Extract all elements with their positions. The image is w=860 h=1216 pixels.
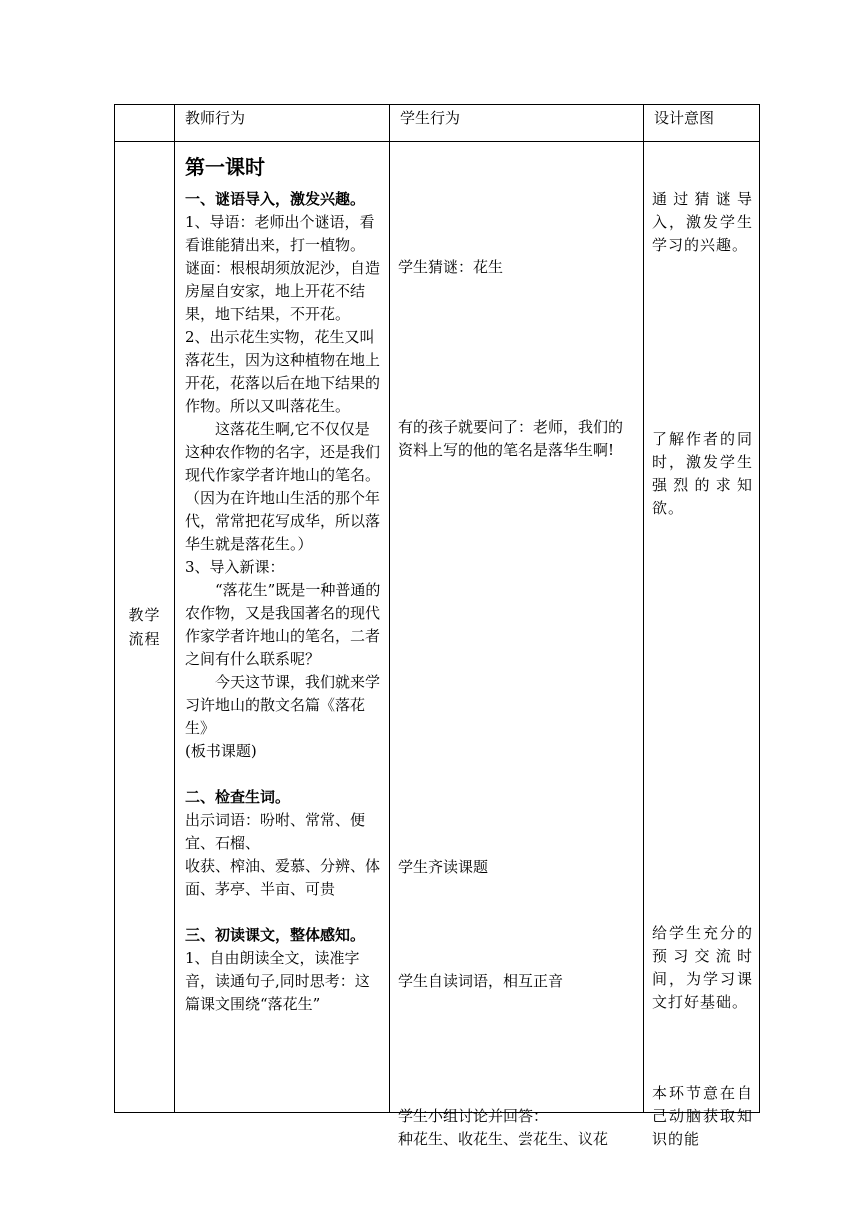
s1-paragraph-1: 1、导语：老师出个谜语，看看谁能猜出来，打一植物。 — [185, 213, 375, 254]
student-response-3: 学生齐读课题 — [398, 858, 489, 876]
student-response-6: 种花生、收花生、尝花生、议花 — [398, 1130, 609, 1148]
s1-paragraph-5: 3、导入新课： — [185, 558, 285, 576]
student-cell — [390, 142, 644, 1148]
side-label: 教学流程 — [128, 606, 161, 648]
side-label-cell — [115, 142, 175, 1113]
s1-paragraph-6: “落花生”既是一种普通的农作物，又是我国著名的现代作家学者许地山的笔名，二者之间有什么联系呢？ — [185, 581, 381, 668]
header-row — [115, 105, 760, 142]
teacher-cell — [175, 142, 390, 1113]
header-teacher: 教师行为 — [185, 109, 246, 127]
s2-paragraph-2: 收获、榨油、爱慕、分辨、体面、茅亭、半亩、可贵 — [185, 857, 381, 898]
design-cell — [644, 142, 760, 1148]
lesson-plan-table — [114, 104, 760, 1148]
lesson-title: 第一课时 — [185, 155, 265, 179]
section1-title: 一、谜语导入，激发兴趣。 — [185, 190, 366, 208]
student-response-2: 有的孩子就要问了：老师，我们的资料上写的他的笔名是落华生啊! — [398, 418, 624, 459]
content-row — [115, 142, 760, 1113]
s1-paragraph-4: 这落花生啊,它不仅仅是这种农作物的名字，还是我们现代作家学者许地山的笔名。 （因为在许地山生活的那个年代，常常把花写成华，所以落华生就是落花生。） — [185, 420, 388, 553]
student-response-1: 学生猜谜：花生 — [398, 258, 504, 276]
s1-paragraph-8: (板书课题) — [185, 742, 257, 760]
s2-paragraph-1: 出示词语：吩咐、常常、便宜、石榴、 — [185, 811, 366, 852]
design-note-2: 了解作者的同时，激发学生强烈的求知欲。 — [652, 430, 753, 517]
header-blank-cell — [115, 105, 175, 142]
header-student: 学生行为 — [400, 109, 461, 127]
s1-paragraph-7: 今天这节课，我们就来学习许地山的散文名篇《落花生》 — [185, 673, 381, 737]
section3-title: 三、初读课文，整体感知。 — [185, 926, 366, 944]
section2-title: 二、检查生词。 — [185, 788, 291, 806]
s3-paragraph-1: 1、自由朗读全文，读准字音，读通句子,同时思考：这篇课文围绕“落花生” — [185, 949, 370, 1013]
design-note-1: 通过猜谜导入，激发学生学习的兴趣。 — [652, 190, 753, 254]
student-response-4: 学生自读词语，相互正音 — [398, 972, 564, 990]
s1-paragraph-3: 2、出示花生实物，花生又叫落花生，因为这种植物在地上开花，花落以后在地下结果的作物。所以又叫落花生。 — [185, 328, 381, 415]
s1-paragraph-2: 谜面：根根胡须放泥沙，自造房屋自安家，地上开花不结果，地下结果，不开花。 — [185, 259, 381, 323]
student-response-5: 学生小组讨论并回答： — [398, 1107, 549, 1125]
header-teacher-cell — [175, 105, 390, 142]
design-note-3: 给学生充分的预习交流时间，为学习课文打好基础。 — [652, 924, 753, 1011]
design-note-4: 本环节意在自己动脑获取知识的能 — [652, 1084, 753, 1148]
header-student-cell — [390, 105, 644, 142]
header-design-cell — [644, 105, 760, 142]
header-design: 设计意图 — [654, 109, 715, 127]
